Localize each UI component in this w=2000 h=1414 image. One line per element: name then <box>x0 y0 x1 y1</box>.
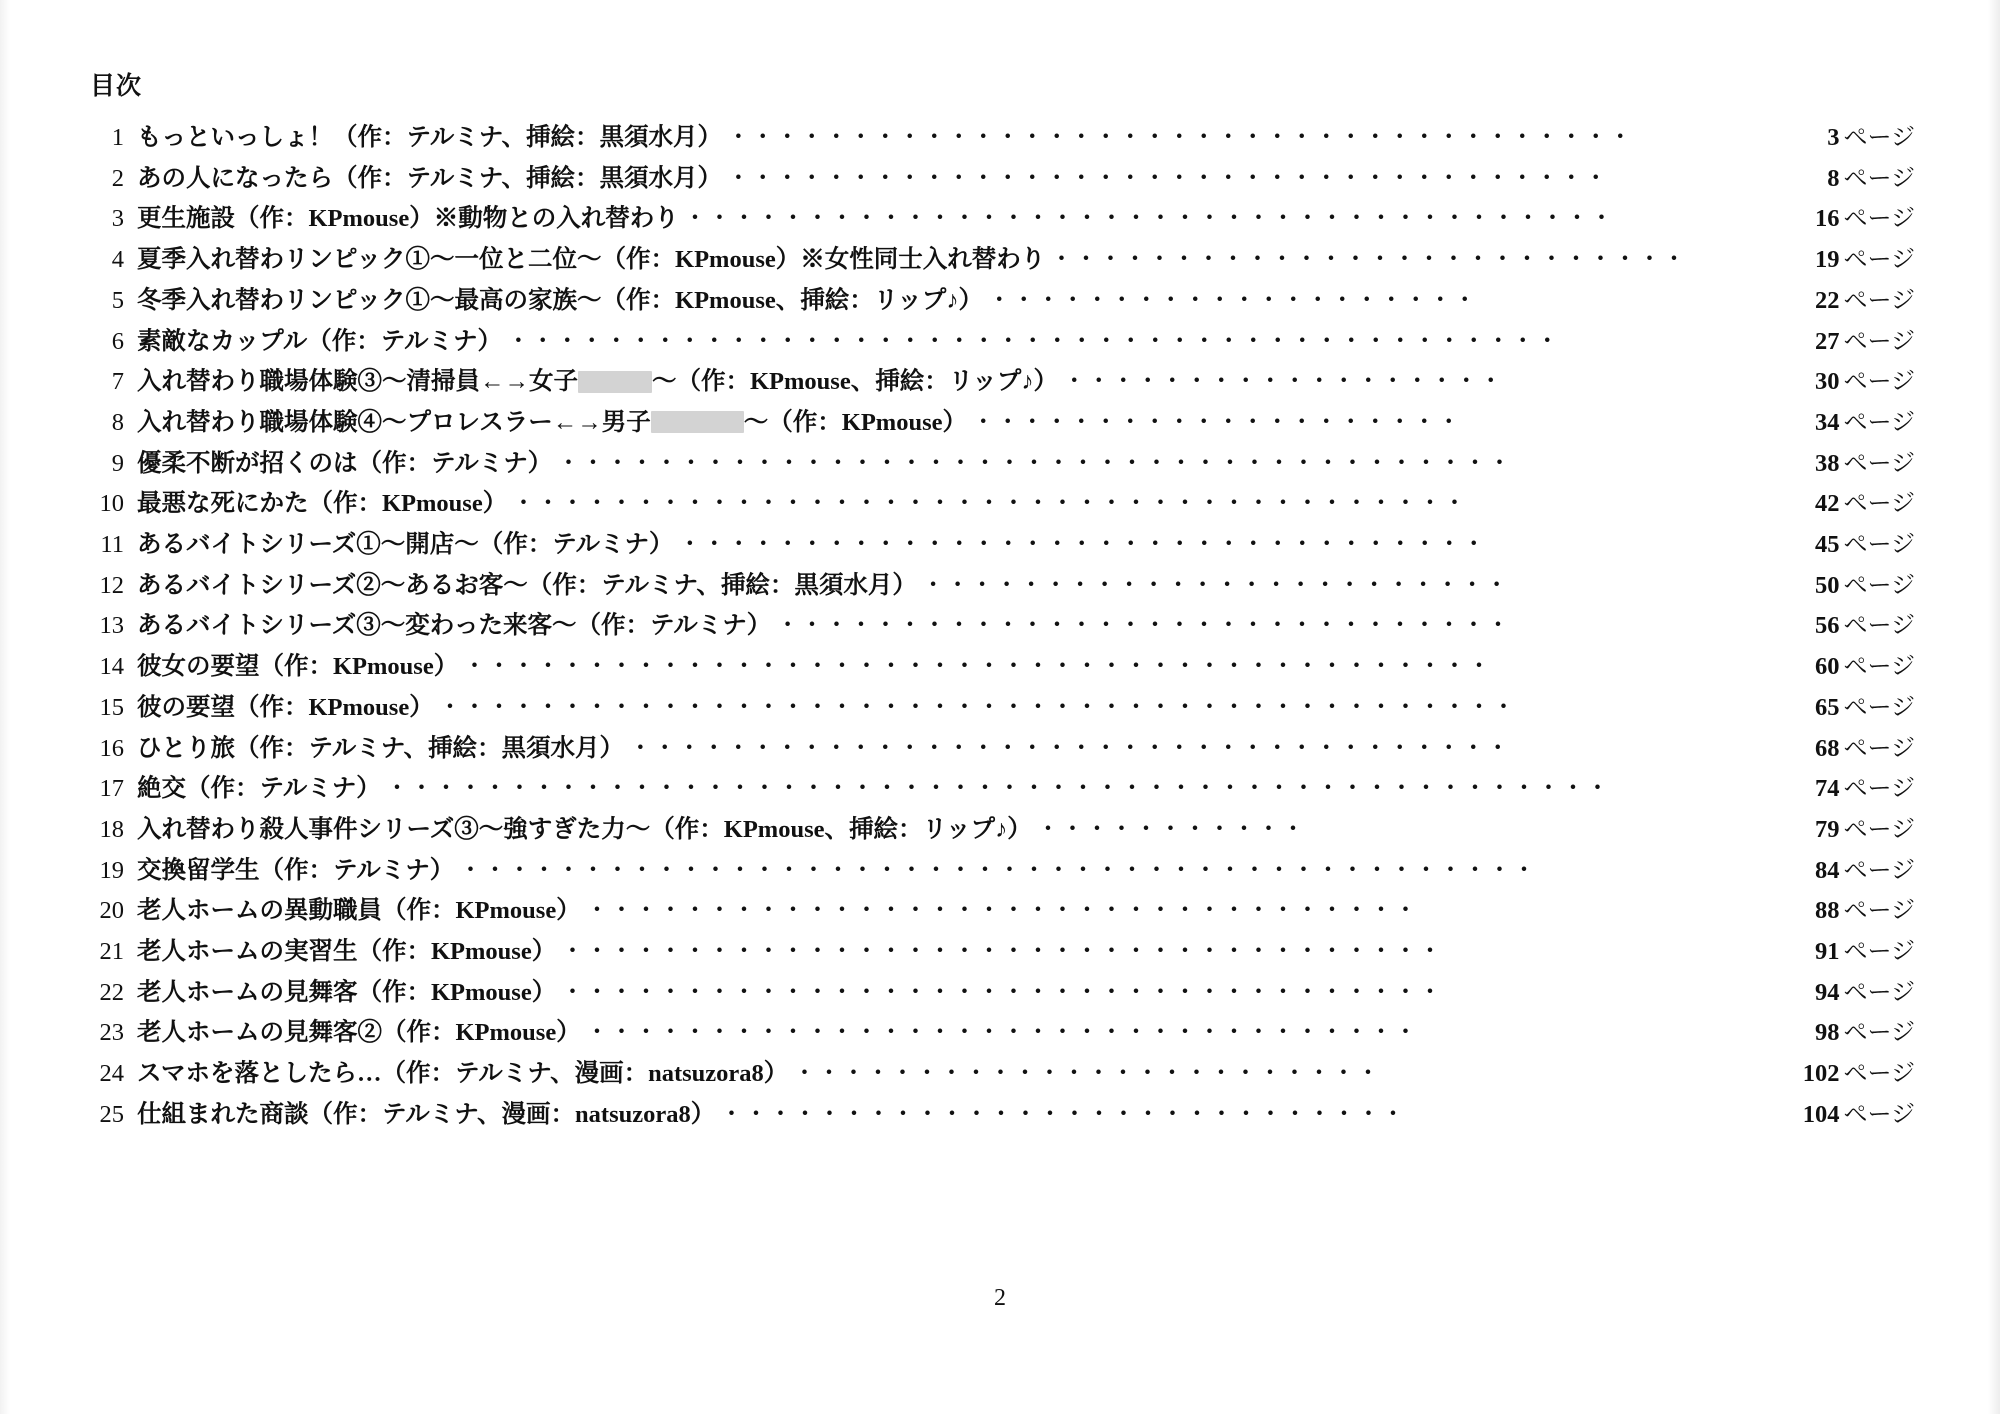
toc-entry-page-number: 56 <box>1814 612 1840 640</box>
toc-entry-page-suffix: ページ <box>1843 1101 1915 1128</box>
toc-entry-title <box>137 606 771 647</box>
toc-entry-page-number: 19 <box>1814 246 1840 274</box>
toc-leader-dots: ・・・・・・・・・・・ <box>1035 815 1306 843</box>
toc-entry-index: 17 <box>99 775 124 803</box>
toc-entry-title <box>137 281 983 322</box>
toc-entry-title <box>137 810 1032 851</box>
toc-entry-page-number: 34 <box>1814 408 1840 436</box>
toc-entry-index: 13 <box>99 612 124 640</box>
toc-entry-index: 24 <box>99 1060 124 1088</box>
toc-entry-title <box>137 851 454 892</box>
toc-entry[interactable] <box>90 566 1915 607</box>
toc-entry-title-text: スマホを落としたら…（作：テルミナ、漫画：natsuzora8） <box>137 1060 789 1088</box>
toc-entry-page-suffix: ページ <box>1843 857 1915 884</box>
toc-entry-index: 8 <box>111 408 124 436</box>
toc-entry[interactable] <box>90 240 1915 281</box>
toc-entry[interactable] <box>90 199 1915 240</box>
toc-entry[interactable] <box>90 1095 1915 1136</box>
toc-entry-title-text: 素敵なカップル（作：テルミナ） <box>137 327 503 355</box>
toc-entry-page-suffix: ページ <box>1843 654 1915 681</box>
page-title: 目次 <box>90 73 143 100</box>
toc-entry-title-text: 絶交（作：テルミナ） <box>137 775 381 803</box>
page-edge-left <box>0 0 10 1414</box>
toc-entry-page-suffix: ページ <box>1843 572 1915 599</box>
toc-leader-dots: ・・・・・・・・・・・・・・・・・・・・・・・・・・・・・・・・・・・・・・ <box>682 205 1614 233</box>
toc-entry-page-number: 79 <box>1814 815 1840 843</box>
toc-entry-title-text: 夏季入れ替わリンピック①～一位と二位～（作：KPmouse）※女性同士入れ替わり <box>137 246 1046 274</box>
toc-entry-index: 2 <box>111 164 124 192</box>
toc-entry[interactable] <box>90 606 1915 647</box>
toc-entry-page-number: 68 <box>1814 734 1840 762</box>
toc-entry-page-suffix: ページ <box>1843 328 1915 355</box>
toc-entry-page-number: 65 <box>1814 693 1840 721</box>
toc-entry[interactable] <box>90 1013 1915 1054</box>
toc-entry-page-suffix: ページ <box>1843 532 1915 559</box>
toc-entry-title <box>137 1054 788 1095</box>
toc-entry-title <box>137 891 581 932</box>
page-edge-right <box>1988 0 2000 1414</box>
toc-entry-index: 6 <box>111 327 124 355</box>
toc-entry-page-number: 98 <box>1814 1019 1840 1047</box>
toc-entry-page-suffix: ページ <box>1843 1020 1915 1047</box>
toc-entry-title-text: 彼の要望（作：KPmouse） <box>137 693 434 721</box>
toc-entry-title <box>137 484 507 525</box>
toc-leader-dots: ・・・・・・・・・・・・・・・・・・・・・・・・・・・・・・・・・・ <box>584 1019 1418 1047</box>
toc-entry[interactable] <box>90 525 1915 566</box>
toc-entry[interactable] <box>90 444 1915 485</box>
toc-entry-index: 12 <box>99 571 124 599</box>
toc-entry[interactable] <box>90 891 1915 932</box>
toc-leader-dots: ・・・・・・・・・・・・・・・・・・・・・・・・ <box>792 1060 1381 1088</box>
toc-entry-title <box>137 769 381 810</box>
toc-entry-title-text: 入れ替わり殺人事件シリーズ③～強すぎた力～（作：KPmouse、挿絵：リップ♪） <box>137 815 1032 843</box>
toc-list <box>90 118 1920 1136</box>
toc-entry[interactable] <box>90 973 1915 1014</box>
toc-entry-page-suffix: ページ <box>1843 206 1915 233</box>
toc-entry-title <box>137 688 434 729</box>
toc-entry-page-suffix: ページ <box>1843 287 1915 314</box>
toc-leader-dots: ・・・・・・・・・・・・・・・・・・・・・・・・・・・・・・・・・・・・・・・・・・・・ <box>458 856 1537 884</box>
toc-entry[interactable] <box>90 403 1915 444</box>
toc-entry[interactable] <box>90 729 1915 770</box>
toc-entry-title-text: 入れ替わり職場体験④～プロレスラー←→男子 <box>137 408 651 436</box>
toc-entry-title <box>137 444 552 485</box>
toc-entry-title <box>137 647 458 688</box>
toc-entry-title-text: 老人ホームの見舞客（作：KPmouse） <box>137 978 557 1006</box>
toc-entry-page-suffix: ページ <box>1843 613 1915 640</box>
toc-leader-dots: ・・・・・・・・・・・・・・・・・・ <box>1061 368 1503 396</box>
toc-entry-title-text: 優柔不断が招くのは（作：テルミナ） <box>137 449 553 477</box>
toc-entry-title-text: あるバイトシリーズ③～変わった来客～（作：テルミナ） <box>137 612 772 640</box>
toc-leader-dots: ・・・・・・・・・・・・・・・・・・・・・・・・・・・・・・・・・・・・・・・・・・ <box>462 653 1492 681</box>
toc-entry[interactable] <box>90 118 1915 159</box>
toc-entry-page-number: 38 <box>1814 449 1840 477</box>
toc-entry-title-text: 老人ホームの実習生（作：KPmouse） <box>137 938 557 966</box>
toc-entry-title-text: ひとり旅（作：テルミナ、挿絵：黒須水月） <box>137 734 625 762</box>
toc-entry-title-text-after: ～（作：KPmouse、挿絵：リップ♪） <box>652 368 1058 396</box>
toc-entry-index: 5 <box>111 286 124 314</box>
toc-entry[interactable] <box>90 688 1915 729</box>
toc-entry-title <box>137 322 502 363</box>
toc-entry-page-number: 60 <box>1814 653 1840 681</box>
toc-entry[interactable] <box>90 484 1915 525</box>
toc-leader-dots: ・・・・・・・・・・・・・・・・・・・・ <box>970 408 1461 436</box>
toc-entry-title <box>137 362 1058 403</box>
toc-entry-index: 14 <box>99 653 124 681</box>
toc-entry-page-suffix: ページ <box>1843 898 1915 925</box>
toc-leader-dots: ・・・・・・・・・・・・・・・・・・・・・・・・・・・・・・・・・・・・・・・ <box>556 449 1512 477</box>
toc-entry-title-text: あの人になったら（作：テルミナ、挿絵：黒須水月） <box>137 164 723 192</box>
toc-entry[interactable] <box>90 932 1915 973</box>
toc-entry-page-number: 74 <box>1814 775 1840 803</box>
toc-entry-title <box>137 118 722 159</box>
toc-entry-index: 16 <box>99 734 124 762</box>
toc-entry-title <box>137 973 556 1014</box>
toc-entry-index: 1 <box>111 124 124 151</box>
toc-entry-title <box>137 403 967 444</box>
toc-entry-index: 15 <box>99 693 124 721</box>
toc-entry-index: 9 <box>111 449 124 477</box>
toc-leader-dots: ・・・・・・・・・・・・・・・・・・・・・・・・ <box>920 571 1509 599</box>
toc-entry[interactable] <box>90 647 1915 688</box>
toc-leader-dots: ・・・・・・・・・・・・・・・・・・・・・・・・・・・・・・・・・・・・ <box>726 164 1609 192</box>
toc-leader-dots: ・・・・・・・・・・・・・・・・・・・・・・・・・・ <box>1049 246 1687 274</box>
toc-leader-dots: ・・・・・・・・・・・・・・・・・・・・・・・・・・・・・・・・・ <box>677 531 1487 559</box>
redaction-block <box>578 371 652 393</box>
toc-entry-index: 3 <box>111 205 124 233</box>
toc-leader-dots: ・・・・・・・・・・・・・・・・・・・・・・・・・・・・ <box>719 1100 1406 1128</box>
toc-entry-page-number: 45 <box>1814 531 1840 559</box>
toc-entry-index: 10 <box>99 490 124 518</box>
toc-entry-page-number: 3 <box>1827 124 1840 151</box>
toc-entry-title <box>137 566 917 607</box>
toc-entry-title-text: あるバイトシリーズ②～あるお客～（作：テルミナ、挿絵：黒須水月） <box>137 571 917 599</box>
toc-entry[interactable] <box>90 322 1915 363</box>
toc-entry-page-number: 22 <box>1814 286 1840 314</box>
toc-leader-dots: ・・・・・・・・・・・・・・・・・・・・・・・・・・・・・・・・・・・・・・・・・・・・ <box>437 693 1516 721</box>
toc-entry-page-suffix: ページ <box>1843 939 1915 966</box>
toc-entry-title-text: 交換留学生（作：テルミナ） <box>137 856 455 884</box>
toc-entry-page-number: 27 <box>1814 327 1840 355</box>
toc-leader-dots: ・・・・・・・・・・・・・・・・・・・・ <box>987 286 1478 314</box>
toc-entry-page-number: 94 <box>1814 978 1840 1006</box>
toc-entry-title-text: 仕組まれた商談（作：テルミナ、漫画：natsuzora8） <box>137 1100 716 1128</box>
toc-entry-index: 11 <box>100 531 124 559</box>
toc-leader-dots: ・・・・・・・・・・・・・・・・・・・・・・・・・・・・・・・・・・・・ <box>628 734 1511 762</box>
toc-leader-dots: ・・・・・・・・・・・・・・・・・・・・・・・・・・・・・・・・・・・・ <box>560 938 1443 966</box>
toc-entry-page-number: 42 <box>1814 490 1840 518</box>
toc-entry-page-suffix: ページ <box>1843 450 1915 477</box>
toc-entry-title <box>137 525 674 566</box>
toc-entry-title-text-after: ～（作：KPmouse） <box>743 408 967 436</box>
footer-page-number: 2 <box>994 1285 1006 1311</box>
toc-entry-title <box>137 199 679 240</box>
toc-entry-page-suffix: ページ <box>1843 1061 1915 1088</box>
toc-entry-page-suffix: ページ <box>1843 125 1915 151</box>
toc-leader-dots: ・・・・・・・・・・・・・・・・・・・・・・・・・・・・・・・・・・・・・・・・・・・ <box>506 327 1560 355</box>
toc-entry-index: 19 <box>99 856 124 884</box>
toc-entry-page-number: 30 <box>1814 368 1840 396</box>
toc-entry-page-number: 84 <box>1814 856 1840 884</box>
toc-entry-title-text: 老人ホームの異動職員（作：KPmouse） <box>137 897 581 925</box>
toc-entry-page-suffix: ページ <box>1843 979 1915 1006</box>
toc-entry-title <box>137 1095 715 1136</box>
toc-entry-page-number: 50 <box>1814 571 1840 599</box>
toc-leader-dots: ・・・・・・・・・・・・・・・・・・・・・・・・・・・・・・・・・・・・・ <box>726 124 1633 151</box>
toc-entry[interactable] <box>90 1054 1915 1095</box>
toc-entry-title-text: 最悪な死にかた（作：KPmouse） <box>137 490 508 518</box>
toc-entry[interactable] <box>90 810 1915 851</box>
toc-entry[interactable] <box>90 159 1915 200</box>
toc-entry-index: 22 <box>99 978 124 1006</box>
toc-entry-page-suffix: ページ <box>1843 369 1915 396</box>
toc-entry-title-text: もっといっしょ！（作：テルミナ、挿絵：黒須水月） <box>137 124 723 151</box>
toc-entry-index: 4 <box>111 246 124 274</box>
toc-entry-page-number: 8 <box>1827 164 1840 192</box>
toc-entry-title <box>137 240 1045 281</box>
toc-entry[interactable] <box>90 362 1915 403</box>
toc-leader-dots: ・・・・・・・・・・・・・・・・・・・・・・・・・・・・・・・・・・・・・・・ <box>511 490 1467 518</box>
toc-entry-page-number: 102 <box>1802 1060 1840 1088</box>
toc-entry-index: 18 <box>99 815 124 843</box>
toc-entry[interactable] <box>90 851 1915 892</box>
toc-leader-dots: ・・・・・・・・・・・・・・・・・・・・・・・・・・・・・・ <box>775 612 1511 640</box>
toc-entry[interactable] <box>90 281 1915 322</box>
toc-entry-page-suffix: ページ <box>1843 409 1915 436</box>
toc-entry-page-number: 16 <box>1814 205 1840 233</box>
toc-entry-page-suffix: ページ <box>1843 776 1915 803</box>
toc-entry-page-number: 104 <box>1802 1100 1840 1128</box>
toc-entry-index: 23 <box>99 1019 124 1047</box>
toc-entry-title <box>137 932 556 973</box>
toc-leader-dots: ・・・・・・・・・・・・・・・・・・・・・・・・・・・・・・・・・・・・・・・・・・・・・・・・・・ <box>384 775 1610 803</box>
toc-entry-index: 25 <box>99 1100 124 1128</box>
toc-entry-page-suffix: ページ <box>1843 165 1915 192</box>
toc-entry-page-number: 91 <box>1814 938 1840 966</box>
toc-entry-index: 21 <box>99 938 124 966</box>
toc-entry-page-suffix: ページ <box>1843 247 1915 274</box>
toc-entry-title-text: 老人ホームの見舞客②（作：KPmouse） <box>137 1019 581 1047</box>
toc-entry-title-text: あるバイトシリーズ①～開店～（作：テルミナ） <box>137 531 674 559</box>
toc-entry-page-suffix: ページ <box>1843 694 1915 721</box>
toc-entry-title-text: 更生施設（作：KPmouse）※動物との入れ替わり <box>137 205 679 233</box>
toc-entry-index: 20 <box>99 897 124 925</box>
toc-entry-title-text: 入れ替わり職場体験③～清掃員←→女子 <box>137 368 578 396</box>
toc-entry-page-number: 88 <box>1814 897 1840 925</box>
toc-entry-title <box>137 1013 581 1054</box>
redaction-block <box>651 411 744 433</box>
toc-entry-title <box>137 159 722 200</box>
toc-entry-title-text: 冬季入れ替わリンピック①～最高の家族～（作：KPmouse、挿絵：リップ♪） <box>137 286 984 314</box>
toc-content <box>90 72 1920 1136</box>
toc-entry-page-suffix: ページ <box>1843 491 1915 518</box>
toc-entry-index: 7 <box>111 368 124 396</box>
toc-entry-title <box>137 729 624 770</box>
toc-entry-page-suffix: ページ <box>1843 735 1915 762</box>
toc-entry-title-text: 彼女の要望（作：KPmouse） <box>137 653 459 681</box>
toc-entry-page-suffix: ページ <box>1843 816 1915 843</box>
toc-leader-dots: ・・・・・・・・・・・・・・・・・・・・・・・・・・・・・・・・・・・・ <box>560 978 1443 1006</box>
toc-entry[interactable] <box>90 769 1915 810</box>
toc-leader-dots: ・・・・・・・・・・・・・・・・・・・・・・・・・・・・・・・・・・ <box>584 897 1418 925</box>
